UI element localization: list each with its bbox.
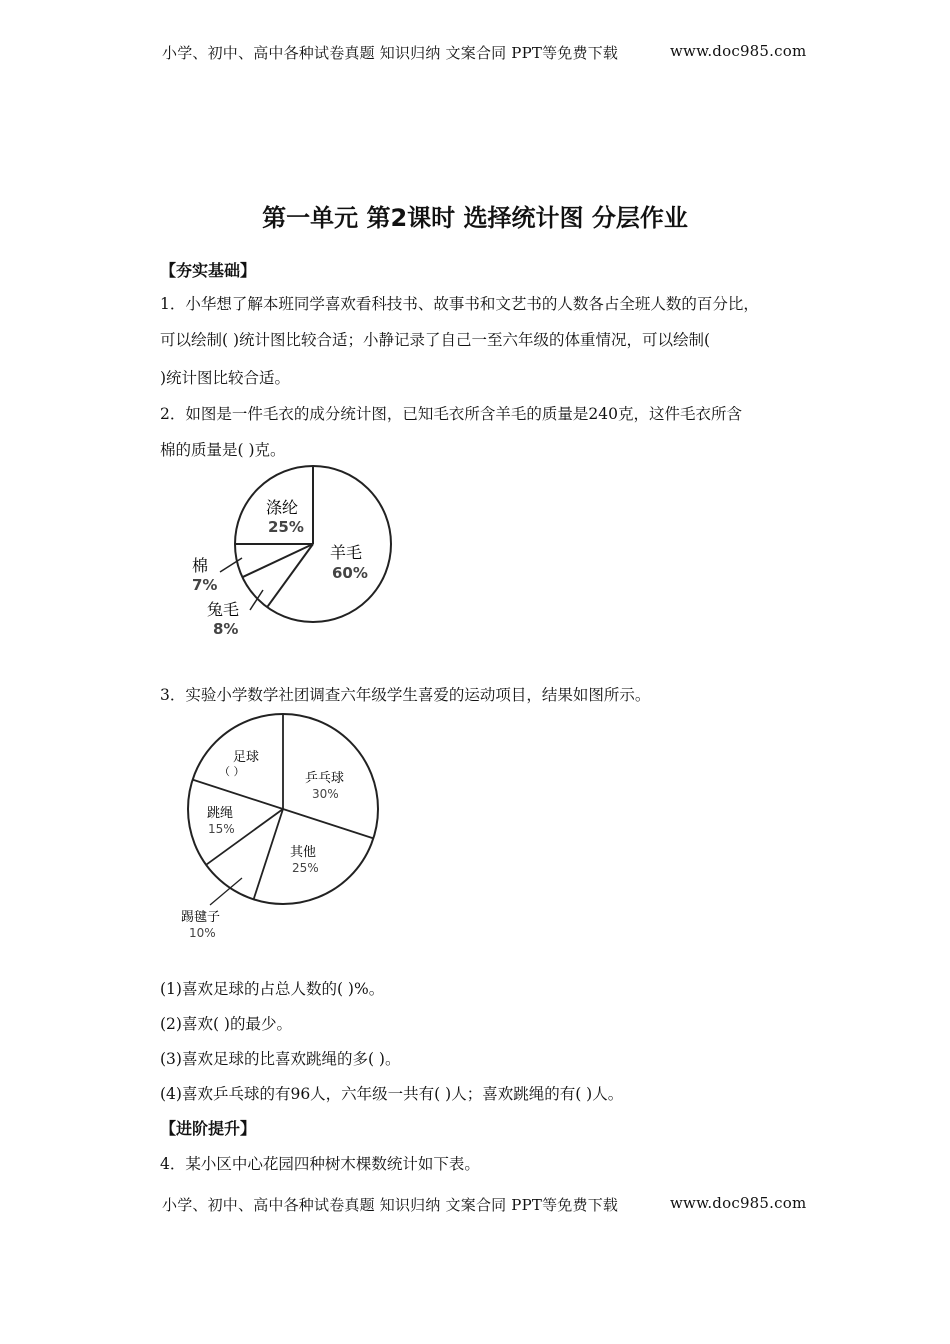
pie2-label-rope: 跳绳 [207,806,234,821]
q2-line2: 棉的质量是( )克。 [160,441,286,459]
q2-line1: 2．如图是一件毛衣的成分统计图，已知毛衣所含羊毛的质量是240克，这件毛衣所含 [160,405,742,423]
page-footer-left: 小学、初中、高中各种试卷真题 知识归纳 文案合同 PPT等免费下载 [162,1196,619,1214]
page-header-left: 小学、初中、高中各种试卷真题 知识归纳 文案合同 PPT等免费下载 [162,44,619,62]
q4-line1: 4．某小区中心花园四种树木棵数统计如下表。 [160,1155,480,1173]
q3-sub1: (1)喜欢足球的占总人数的( )%。 [160,980,385,998]
q3-intro: 3．实验小学数学社团调查六年级学生喜爱的运动项目，结果如图所示。 [160,686,651,704]
sports-preference-pie-chart [175,712,390,947]
q3-sub3: (3)喜欢足球的比喜欢跳绳的多( )。 [160,1050,401,1068]
pie1-label-cotton: 棉 [192,556,209,575]
page-title: 第一单元 第2课时 选择统计图 分层作业 [262,204,688,232]
pie2-value-other: 25% [292,861,319,875]
q1-line2: 可以绘制( )统计图比较合适；小静记录了自己一至六年级的体重情况，可以绘制( [160,331,711,349]
section-heading-basic: 【夯实基础】 [160,261,257,280]
q1-line3: )统计图比较合适。 [160,369,291,387]
pie1-value-wool: 60% [332,564,368,582]
pie1-label-wool: 羊毛 [330,543,363,562]
pie2-label-football: 足球 [233,750,260,765]
pie2-value-pingpong: 30% [312,787,339,801]
section-heading-advanced: 【进阶提升】 [160,1119,257,1138]
pie2-label-pingpong: 乒乓球 [305,771,345,786]
sweater-composition-pie-chart [180,462,400,642]
page-header-url[interactable]: www.doc985.com [670,42,807,60]
q3-sub4: (4)喜欢乒乓球的有96人，六年级一共有( )人；喜欢跳绳的有( )人。 [160,1085,624,1103]
pie1-label-polyester: 涤纶 [266,498,299,517]
pie1-value-cotton: 7% [192,576,218,594]
page-footer-url[interactable]: www.doc985.com [670,1194,807,1212]
pie2-value-rope: 15% [208,822,235,836]
pie1-value-polyester: 25% [268,518,304,536]
pie2-football-blank: （ ） [219,765,245,778]
pie2-label-shuttle: 踢毽子 [181,910,221,925]
pie1-label-rabbit: 兔毛 [207,600,240,619]
pie2-value-shuttle: 10% [189,926,216,940]
pie2-label-other: 其他 [290,845,317,860]
q3-sub2: (2)喜欢( )的最少。 [160,1015,292,1033]
q1-line1: 1．小华想了解本班同学喜欢看科技书、故事书和文艺书的人数各占全班人数的百分比， [160,295,759,313]
pie1-value-rabbit: 8% [213,620,239,638]
